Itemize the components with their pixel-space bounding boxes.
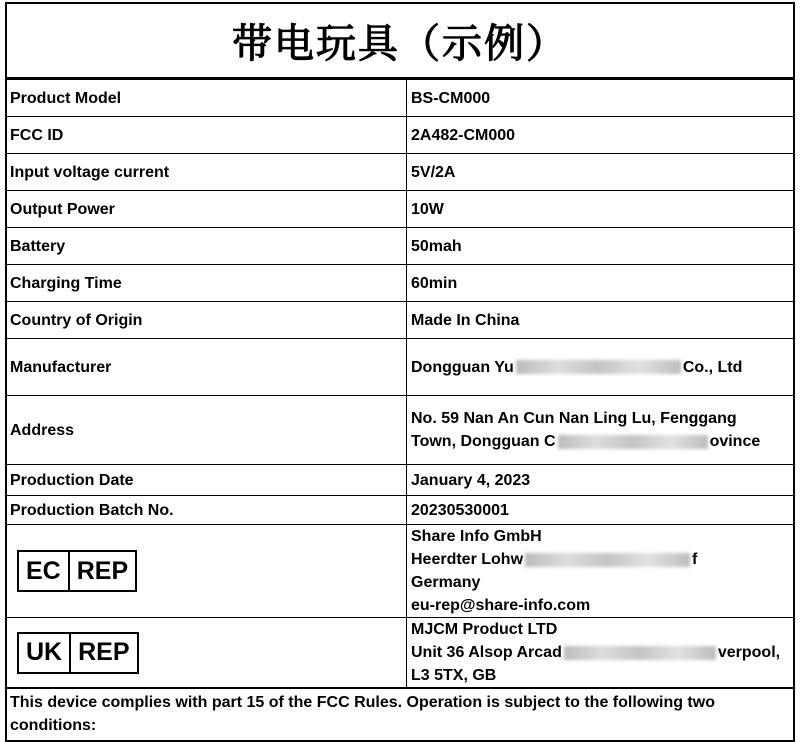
manufacturer-end: Co., Ltd	[682, 358, 743, 376]
row-label: Manufacturer	[7, 339, 407, 396]
product-label-sheet	[5, 2, 795, 742]
row-label: Country of Origin	[7, 302, 407, 339]
table-row	[7, 465, 793, 496]
table-row	[7, 618, 793, 688]
table-row	[7, 191, 793, 228]
table-row	[7, 265, 793, 302]
uk-mark-left: UK	[19, 634, 71, 672]
row-value: 2A482-CM000	[407, 117, 794, 154]
ec-mark-left: EC	[19, 552, 70, 590]
uk-rep-street-start: Unit 36 Alsop Arcad	[411, 644, 562, 661]
row-value: Made In China	[407, 302, 794, 339]
ec-rep-country: Germany	[411, 574, 481, 591]
ec-rep-street	[411, 548, 790, 571]
table-row	[7, 525, 793, 618]
row-label: Charging Time	[7, 265, 407, 302]
ec-rep-info	[407, 525, 794, 618]
row-label: Battery	[7, 228, 407, 265]
address-line-1: No. 59 Nan An Cun Nan Ling Lu, Fenggang	[411, 410, 737, 427]
ec-mark-right: REP	[76, 556, 129, 585]
row-value: 20230530001	[407, 496, 794, 525]
redacted-region	[525, 553, 690, 567]
row-label: Production Batch No.	[7, 496, 407, 525]
row-label: FCC ID	[7, 117, 407, 154]
address-line-2	[411, 430, 790, 453]
row-value: January 4, 2023	[407, 465, 794, 496]
redacted-region	[564, 646, 716, 660]
table-row	[7, 228, 793, 265]
table-row	[7, 339, 793, 396]
fcc-compliance-text: This device complies with part 15 of the FCC Rules. Operation is subject to the following two conditions:	[7, 688, 793, 739]
table-row	[7, 302, 793, 339]
row-value: 10W	[407, 191, 794, 228]
address-line-2-end: ovince	[709, 433, 761, 450]
row-label: Output Power	[7, 191, 407, 228]
row-value	[407, 396, 794, 465]
row-value: BS-CM000	[407, 80, 794, 117]
uk-rep-mark	[17, 632, 139, 674]
ec-rep-street-start: Heerdter Lohw	[411, 551, 524, 568]
row-value	[407, 339, 794, 396]
uk-rep-cell	[7, 618, 407, 688]
table-row	[7, 496, 793, 525]
row-label: Address	[7, 396, 407, 465]
uk-rep-name: MJCM Product LTD	[411, 621, 558, 638]
row-label: Input voltage current	[7, 154, 407, 191]
redacted-region	[516, 360, 681, 374]
manufacturer-start: Dongguan Yu	[411, 358, 514, 376]
row-value: 60min	[407, 265, 794, 302]
uk-rep-street	[411, 641, 790, 664]
row-value: 5V/2A	[407, 154, 794, 191]
row-label: Product Model	[7, 80, 407, 117]
row-label: Production Date	[7, 465, 407, 496]
row-value: 50mah	[407, 228, 794, 265]
address-line-2-start: Town, Dongguan C	[411, 433, 556, 450]
ec-rep-street-end: f	[692, 551, 698, 568]
ec-rep-email: eu-rep@share-info.com	[411, 597, 591, 614]
ec-rep-mark	[17, 550, 137, 592]
uk-rep-street-end: verpool,	[717, 644, 781, 661]
table-row	[7, 396, 793, 465]
redacted-region	[558, 435, 708, 449]
spec-table	[7, 79, 793, 688]
table-row	[7, 117, 793, 154]
table-row	[7, 154, 793, 191]
uk-mark-right: REP	[78, 638, 130, 666]
page-title: 带电玩具（示例）	[7, 4, 793, 79]
uk-rep-postcode: L3 5TX, GB	[411, 667, 497, 684]
table-row	[7, 80, 793, 117]
ec-rep-name: Share Info GmbH	[411, 528, 542, 545]
uk-rep-info	[407, 618, 794, 688]
ec-rep-cell	[7, 525, 407, 618]
